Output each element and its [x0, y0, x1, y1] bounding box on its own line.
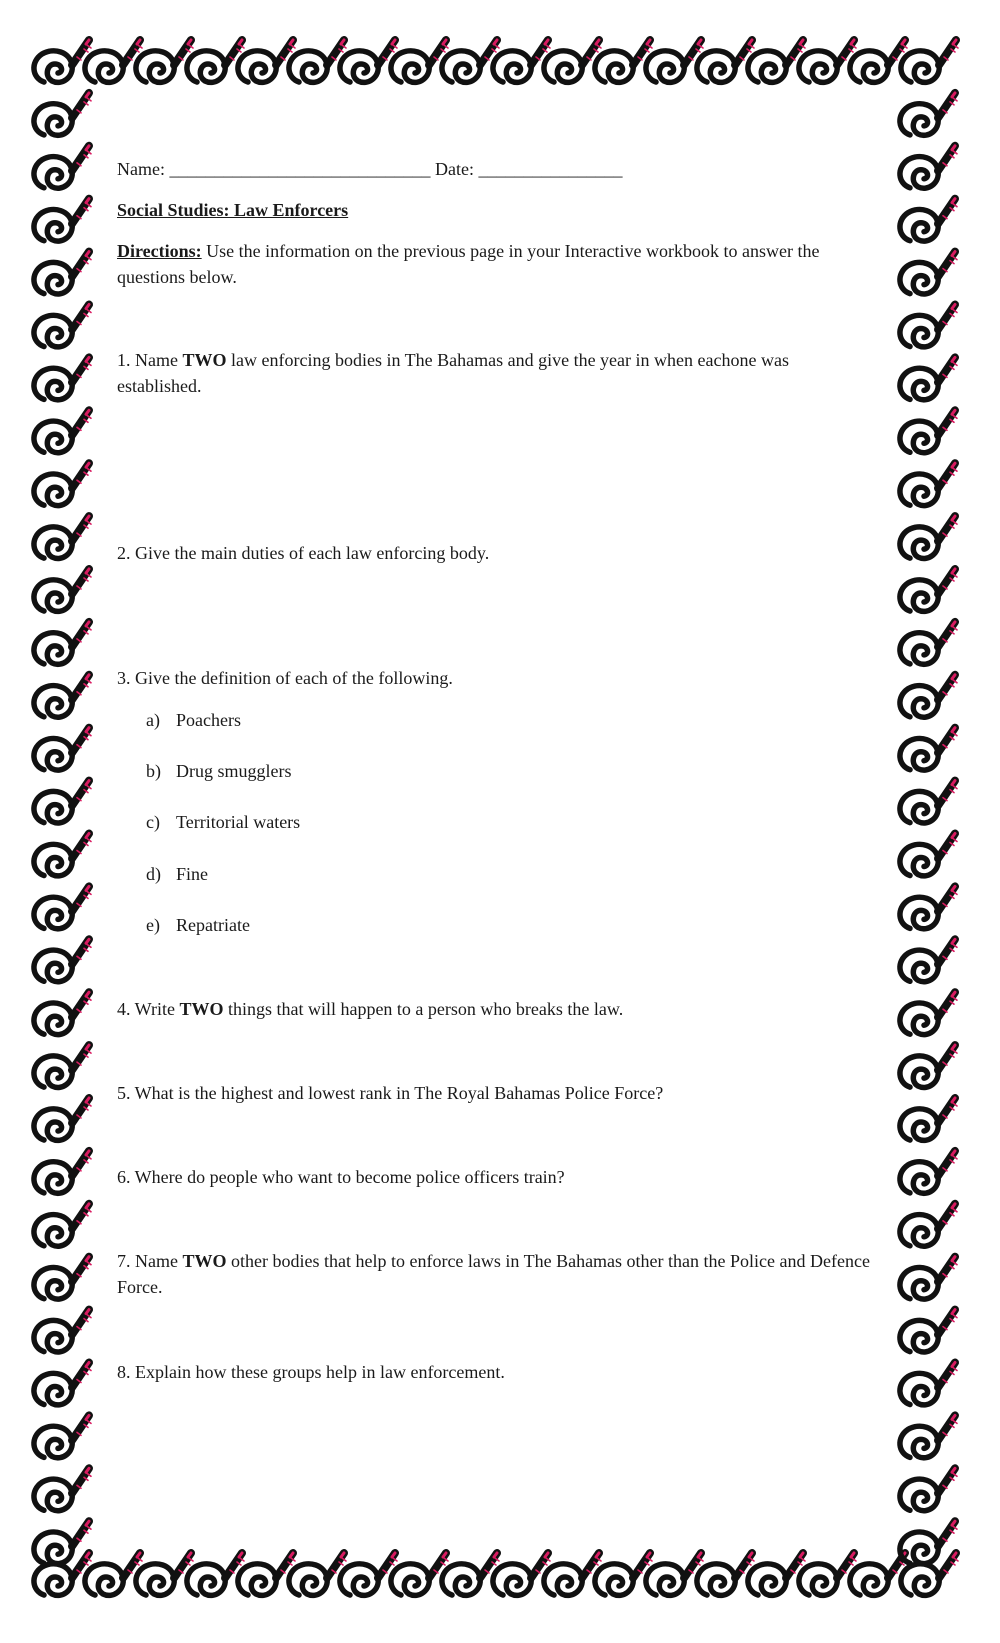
spiral-pen-icon — [900, 1310, 957, 1352]
spiral-pen-icon — [340, 1553, 397, 1595]
spiral-pen-icon — [442, 1553, 499, 1595]
question-5: 5. What is the highest and lowest rank in The Royal Bahamas Police Force? — [117, 1083, 664, 1103]
item-term: Repatriate — [176, 915, 250, 935]
question-3-item-d — [146, 861, 208, 887]
question-2: 2. Give the main duties of each law enforcing body. — [117, 543, 490, 563]
spiral-pen-icon — [901, 40, 958, 82]
spiral-pen-icon — [900, 93, 957, 135]
spiral-pen-icon — [34, 728, 91, 770]
spiral-pen-icon — [901, 1553, 958, 1595]
spiral-pen-icon — [442, 40, 499, 82]
spiral-pen-icon — [493, 1553, 550, 1595]
spiral-pen-icon — [34, 1553, 91, 1595]
spiral-pen-icon — [900, 1257, 957, 1299]
spiral-pen-icon — [900, 1415, 957, 1457]
spiral-pen-icon — [900, 728, 957, 770]
spiral-pen-icon — [748, 1553, 805, 1595]
question-4-suffix: things that will happen to a person who breaks the law. — [223, 999, 624, 1019]
spiral-pen-icon — [34, 252, 91, 294]
question-3-item-b — [146, 758, 292, 784]
spiral-pen-icon — [34, 516, 91, 558]
spiral-pen-icon — [34, 1363, 91, 1405]
spiral-pen-icon — [900, 305, 957, 347]
spiral-pen-icon — [34, 463, 91, 505]
spiral-pen-icon — [136, 40, 193, 82]
spiral-pen-icon — [900, 357, 957, 399]
spiral-pen-icon — [85, 1553, 142, 1595]
question-4 — [117, 996, 623, 1022]
spiral-pen-icon — [34, 992, 91, 1034]
spiral-pen-icon — [34, 1257, 91, 1299]
item-term: Fine — [176, 864, 209, 884]
spiral-pen-icon — [34, 146, 91, 188]
spiral-pen-icon — [544, 40, 601, 82]
spiral-pen-icon — [900, 1204, 957, 1246]
spiral-pen-icon — [289, 40, 346, 82]
directions — [117, 238, 877, 290]
spiral-pen-icon — [340, 40, 397, 82]
spiral-pen-icon — [34, 781, 91, 823]
spiral-pen-icon — [799, 1553, 856, 1595]
date-label: Date: — [434, 159, 474, 179]
name-field[interactable]: _____________________________ — [169, 159, 431, 179]
item-letter: a) — [146, 710, 160, 730]
date-field[interactable]: ________________ — [478, 159, 623, 179]
spiral-pen-icon — [34, 622, 91, 664]
spiral-pen-icon — [900, 1151, 957, 1193]
spiral-pen-icon — [595, 1553, 652, 1595]
spiral-pen-icon — [900, 1363, 957, 1405]
spiral-pen-icon — [34, 1521, 91, 1563]
spiral-pen-icon — [900, 939, 957, 981]
spiral-pen-icon — [34, 939, 91, 981]
spiral-pen-icon — [85, 40, 142, 82]
item-letter: d) — [146, 864, 161, 884]
spiral-pen-icon — [187, 1553, 244, 1595]
spiral-pen-icon — [595, 40, 652, 82]
spiral-pen-icon — [900, 622, 957, 664]
question-1 — [117, 347, 877, 399]
spiral-pen-icon — [34, 40, 91, 82]
spiral-pen-icon — [34, 1310, 91, 1352]
spiral-pen-icon — [238, 1553, 295, 1595]
spiral-pen-icon — [34, 834, 91, 876]
spiral-pen-icon — [238, 40, 295, 82]
spiral-pen-icon — [799, 40, 856, 82]
name-label: Name: — [117, 159, 165, 179]
spiral-pen-icon — [900, 886, 957, 928]
page-title: Social Studies: Law Enforcers — [117, 200, 349, 220]
question-1-prefix: 1. Name — [117, 350, 183, 370]
spiral-pen-icon — [34, 93, 91, 135]
spiral-pen-icon — [34, 1468, 91, 1510]
question-7-suffix: other bodies that help to enforce laws in The Bahamas other than the Police and Defence Force. — [117, 1251, 870, 1297]
spiral-pen-icon — [34, 1151, 91, 1193]
spiral-pen-icon — [391, 40, 448, 82]
spiral-pen-icon — [187, 40, 244, 82]
header-line — [117, 156, 622, 182]
spiral-pen-icon — [34, 1415, 91, 1457]
spiral-pen-icon — [900, 199, 957, 241]
item-letter: b) — [146, 761, 161, 781]
spiral-pen-icon — [391, 1553, 448, 1595]
spiral-pen-icon — [136, 1553, 193, 1595]
spiral-pen-icon — [34, 410, 91, 452]
spiral-pen-icon — [493, 40, 550, 82]
question-8: 8. Explain how these groups help in law enforcement. — [117, 1362, 505, 1382]
question-7-emphasis: TWO — [182, 1251, 227, 1271]
spiral-pen-icon — [900, 516, 957, 558]
item-letter: c) — [146, 812, 160, 832]
spiral-pen-icon — [34, 199, 91, 241]
spiral-pen-icon — [34, 1098, 91, 1140]
spiral-pen-icon — [34, 305, 91, 347]
spiral-pen-icon — [289, 1553, 346, 1595]
spiral-pen-icon — [850, 40, 907, 82]
question-3: 3. Give the definition of each of the following. — [117, 668, 453, 688]
spiral-pen-icon — [900, 834, 957, 876]
question-4-prefix: 4. Write — [117, 999, 180, 1019]
spiral-pen-icon — [900, 1045, 957, 1087]
spiral-pen-icon — [34, 357, 91, 399]
item-term: Poachers — [176, 710, 241, 730]
spiral-pen-icon — [900, 675, 957, 717]
spiral-pen-icon — [900, 463, 957, 505]
spiral-pen-icon — [900, 781, 957, 823]
spiral-pen-icon — [850, 1553, 907, 1595]
spiral-pen-icon — [900, 992, 957, 1034]
spiral-pen-icon — [34, 886, 91, 928]
spiral-pen-icon — [900, 146, 957, 188]
question-3-item-a — [146, 707, 241, 733]
spiral-pen-icon — [900, 410, 957, 452]
spiral-pen-icon — [646, 40, 703, 82]
item-term: Territorial waters — [176, 812, 301, 832]
question-7 — [117, 1248, 877, 1300]
spiral-pen-icon — [697, 1553, 754, 1595]
directions-label: Directions: — [117, 241, 202, 261]
spiral-pen-icon — [900, 1521, 957, 1563]
question-6: 6. Where do people who want to become police officers train? — [117, 1167, 565, 1187]
spiral-pen-icon — [697, 40, 754, 82]
spiral-pen-icon — [34, 1204, 91, 1246]
question-4-emphasis: TWO — [179, 999, 224, 1019]
directions-text: Use the information on the previous page in your Interactive workbook to answer the questions below. — [117, 241, 820, 287]
question-3-item-e — [146, 912, 250, 938]
item-letter: e) — [146, 915, 160, 935]
question-3-item-c — [146, 809, 300, 835]
question-1-emphasis: TWO — [182, 350, 227, 370]
spiral-pen-icon — [900, 1468, 957, 1510]
spiral-pen-icon — [748, 40, 805, 82]
question-7-prefix: 7. Name — [117, 1251, 183, 1271]
spiral-pen-icon — [900, 1098, 957, 1140]
item-term: Drug smugglers — [176, 761, 292, 781]
spiral-pen-icon — [900, 569, 957, 611]
question-1-suffix: law enforcing bodies in The Bahamas and give the year in when eachone was established. — [117, 350, 789, 396]
spiral-pen-icon — [34, 675, 91, 717]
spiral-pen-icon — [900, 252, 957, 294]
spiral-pen-icon — [34, 569, 91, 611]
spiral-pen-icon — [34, 1045, 91, 1087]
spiral-pen-icon — [646, 1553, 703, 1595]
spiral-pen-icon — [544, 1553, 601, 1595]
